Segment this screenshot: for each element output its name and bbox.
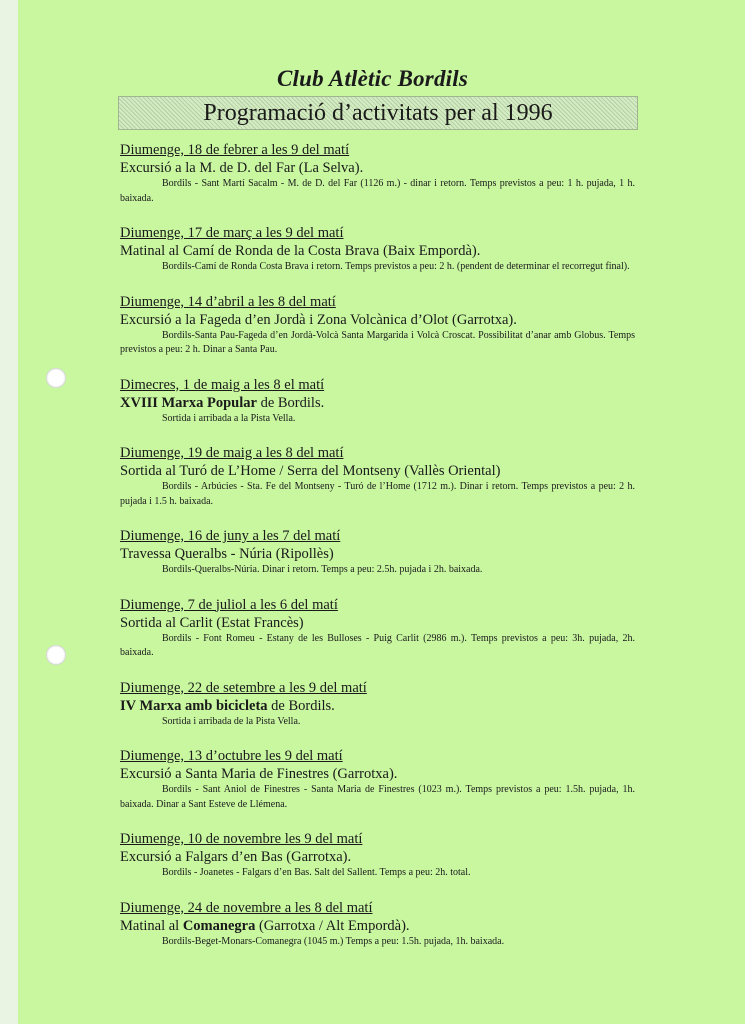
activity-date: Diumenge, 18 de febrer a les 9 del matí	[120, 142, 350, 158]
activity-title-rest: de Bordils.	[256, 394, 325, 411]
activity-date: Diumenge, 17 de març a les 9 del matí	[120, 225, 344, 241]
activity-description: Bordils-Queralbs-Núria. Dinar i retorn. Temps a peu: 2.5h. pujada i 2h. baixada.	[162, 564, 483, 575]
activity-title: Excursió a Falgars d’en Bas (Garrotxa).	[120, 849, 352, 865]
activity-description: Bordils - Arbúcies - Sta. Fe del Montseny - Turó de l’Home (1712 m.). Dinar i retorn. Temps previstos a peu: 2 h. pujada i 1.5 h. baixada.	[120, 481, 635, 507]
activity-description: Sortida i arribada a la Pista Vella.	[162, 412, 296, 424]
activity-item	[120, 528, 635, 578]
activity-title: Matinal al Camí de Ronda de la Costa Brava (Baix Empordà).	[120, 243, 481, 259]
activity-title-pre: Matinal al	[120, 917, 183, 934]
activity-list	[120, 142, 635, 968]
activity-description: Sortida i arribada de la Pista Vella.	[162, 715, 301, 727]
activity-description: Bordils - Joanetes - Falgars d’en Bas. Salt del Sallent. Temps a peu: 2h. total.	[162, 867, 471, 878]
activity-title: Excursió a la Fageda d’en Jordà i Zona Volcànica d’Olot (Garrotxa).	[120, 311, 517, 328]
activity-title-bold: IV Marxa amb bicicleta	[120, 697, 268, 714]
activity-title-rest: (Garrotxa / Alt Empordà).	[255, 917, 410, 934]
scan-left-edge	[0, 0, 18, 1024]
activity-title: Sortida al Carlit (Estat Francès)	[120, 614, 304, 631]
activity-item	[120, 597, 635, 661]
activity-date: Diumenge, 7 de juliol a les 6 del matí	[120, 596, 338, 613]
activity-description: Bordils - Sant Aniol de Finestres - Santa Maria de Finestres (1023 m.). Temps previstos a peu: 1.5h. pujada, 1h. baixada. Dinar a Sant Esteve de Llémena.	[120, 784, 635, 810]
club-title: Club Atlètic Bordils	[276, 66, 468, 91]
activity-item	[120, 377, 635, 427]
activity-date: Diumenge, 19 de maig a les 8 del matí	[120, 445, 344, 461]
program-title: Programació d’activitats per al 1996	[118, 96, 638, 130]
activity-item	[120, 294, 635, 358]
activity-title	[120, 917, 635, 935]
activity-item	[120, 142, 635, 206]
activity-description: Bordils-Beget-Monars-Comanegra (1045 m.) Temps a peu: 1.5h. pujada, 1h. baixada.	[162, 935, 505, 947]
activity-item	[120, 748, 635, 812]
activity-item	[120, 680, 635, 730]
activity-title	[120, 394, 635, 412]
activity-description: Bordils - Sant Martí Sacalm - M. de D. del Far (1126 m.) - dinar i retorn. Temps previstos a peu: 1 h. pujada, 1 h. baixada.	[120, 178, 635, 204]
activity-date: Diumenge, 14 d’abril a les 8 del matí	[120, 293, 336, 310]
activity-item	[120, 445, 635, 509]
activity-description: Bordils-Camí de Ronda Costa Brava i retorn. Temps previstos a peu: 2 h. (pendent de determinar el recorregut final).	[162, 261, 630, 272]
activity-date: Diumenge, 22 de setembre a les 9 del matí	[120, 679, 367, 696]
activity-item	[120, 225, 635, 275]
activity-date: Diumenge, 24 de novembre a les 8 del matí	[120, 899, 373, 916]
activity-title: Excursió a la M. de D. del Far (La Selva).	[120, 160, 364, 176]
activity-date: Diumenge, 13 d’octubre les 9 del matí	[120, 748, 343, 764]
activity-title: Travessa Queralbs - Núria (Ripollès)	[120, 546, 334, 562]
activity-description: Bordils-Santa Pau-Fageda d’en Jordà-Volcà Santa Margarida i Volcà Croscat. Possibilitat d’anar amb Globus. Temps previstos a peu: 2 h. Dinar a Santa Pau.	[120, 329, 635, 355]
activity-date: Diumenge, 10 de novembre les 9 del matí	[120, 831, 363, 847]
activity-title	[120, 697, 635, 715]
activity-date: Dimecres, 1 de maig a les 8 el matí	[120, 376, 325, 393]
punch-hole	[46, 368, 66, 388]
activity-date: Diumenge, 16 de juny a les 7 del matí	[120, 528, 341, 544]
activity-description: Bordils - Font Romeu - Estany de les Bulloses - Puig Carlit (2986 m.). Temps previstos a peu: 3h. pujada, 2h. baixada.	[120, 632, 635, 658]
activity-title-bold: Comanegra	[182, 917, 256, 934]
activity-title: Excursió a Santa Maria de Finestres (Garrotxa).	[120, 766, 398, 782]
activity-item	[120, 831, 635, 881]
activity-item	[120, 900, 635, 950]
activity-title-bold: XVIII Marxa Popular	[120, 394, 257, 411]
activity-title: Sortida al Turó de L’Home / Serra del Montseny (Vallès Oriental)	[120, 463, 501, 479]
punch-hole	[46, 645, 66, 665]
activity-title-rest: de Bordils.	[267, 697, 335, 714]
